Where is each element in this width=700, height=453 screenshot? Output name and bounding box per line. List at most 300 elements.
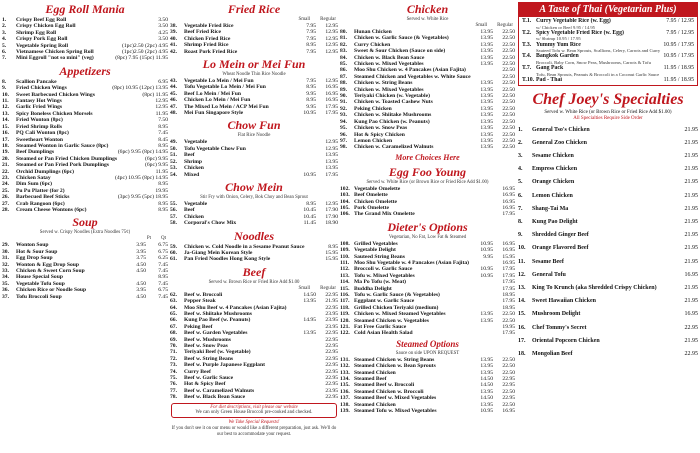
chef-menu-item[interactable] — [518, 242, 698, 255]
item-name: Orange Chicken — [532, 179, 575, 186]
fried-rice-list — [170, 23, 338, 55]
item-price: 8.95 — [158, 200, 168, 207]
item-name: Scallion Pancake — [16, 78, 57, 85]
menu-item[interactable] — [170, 49, 338, 55]
item-name: Beef w. Garden Vegetables — [184, 330, 248, 337]
item-price-large: 22.50 — [502, 118, 515, 125]
item-price-large: 16.95 — [325, 97, 338, 104]
item-number: 10. — [2, 91, 9, 98]
item-number: 81. — [340, 35, 347, 42]
item-name: Steamed Chicken — [354, 369, 396, 376]
soup-size-large: Qt — [161, 236, 166, 242]
item-number: 12. — [2, 104, 9, 111]
menu-item[interactable] — [170, 256, 338, 262]
item-name: Chicken Rice or Noodle Soup — [16, 287, 87, 294]
item-number: 134. — [340, 376, 350, 383]
chef-menu-item[interactable] — [518, 295, 698, 308]
item-price-large: 22.95 — [502, 395, 515, 402]
chef-menu-item[interactable] — [518, 256, 698, 269]
item-name: Beef w. Broccoli — [184, 291, 223, 298]
item-number: 9. — [2, 85, 7, 92]
item-price-small: 4.50 — [136, 293, 146, 300]
item-number: T.2. — [522, 29, 532, 36]
item-price: 4.25 — [158, 29, 168, 36]
chef-menu-item[interactable] — [518, 150, 698, 163]
item-name: Fried Wonton (8pc) — [16, 117, 63, 124]
soup-list — [2, 242, 168, 300]
item-number: 89. — [340, 86, 347, 93]
item-price-small: 7.95 — [306, 35, 316, 42]
menu-item[interactable] — [340, 330, 515, 336]
chicken-size-small: Small — [475, 23, 488, 28]
item-price-small: 13.95 — [480, 118, 493, 125]
item-price-small: 14.50 — [480, 382, 493, 389]
item-price-large: 22.50 — [502, 73, 515, 80]
item-price-large: 22.50 — [502, 29, 515, 35]
item-number: 6. — [518, 192, 523, 199]
item-number: 7. — [518, 205, 523, 212]
item-price-large: 22.50 — [502, 137, 515, 144]
item-number: 63. — [170, 298, 177, 305]
item-name: General Tofu — [532, 271, 566, 278]
chef-menu-item[interactable] — [518, 308, 698, 321]
item-number: 131. — [340, 356, 350, 363]
item-name: Sweet Hawaiian Chicken — [532, 298, 597, 305]
item-price-small: 3.75 — [136, 255, 146, 262]
item-name: General Zoo Chicken — [532, 139, 587, 146]
item-price: 11.95 — [155, 110, 168, 117]
item-name: Vegetable Spring Roll — [16, 42, 69, 49]
item-price-small: 7.95 — [306, 78, 316, 85]
item-name: Vegetable Lo Mein / Mei Fun — [184, 78, 254, 85]
menu-item[interactable] — [2, 55, 168, 61]
item-name: Lemon Chicken — [532, 192, 573, 199]
item-number: 114. — [340, 279, 350, 286]
menu-item[interactable] — [170, 172, 338, 178]
item-number: 16. — [2, 130, 9, 137]
item-number: 55. — [170, 200, 177, 207]
thai-menu-item[interactable] — [522, 53, 694, 60]
menu-item[interactable] — [2, 207, 168, 213]
item-number: 16. — [518, 324, 526, 331]
item-name: Barbecued Beef Sticks — [16, 194, 70, 201]
item-name: Orchid Dumplings (6pc) — [16, 168, 75, 175]
chef-menu-item[interactable] — [518, 190, 698, 203]
item-name: Cold Asian Health Salad — [354, 330, 413, 337]
soup-title: Soup — [72, 215, 98, 230]
item-name: Garlic Fried Wings — [16, 104, 63, 111]
item-price-large: 12.95 — [325, 145, 338, 152]
item-price-small: 13.95 — [480, 41, 493, 48]
chef-sub: All Specialties Require Side Order — [573, 115, 643, 121]
item-price-small: 10.95 — [480, 272, 493, 279]
item-name: Buddha Delight — [354, 285, 392, 292]
item-price-large: 16.95 — [502, 198, 515, 205]
item-name: Steamed Chicken and Vegetables w. White Sauce — [354, 73, 471, 80]
item-price-large: 16.95 — [502, 259, 515, 266]
item-price-small: 13.95 — [480, 388, 493, 395]
egg-foo-young-title: Egg Foo Young — [388, 164, 467, 179]
chef-list — [518, 124, 698, 362]
item-number: 11. — [518, 258, 526, 265]
item-price-large: 22.50 — [502, 41, 515, 48]
item-name: Fantasy Hot Wings — [16, 98, 62, 105]
item-price: 21.95 — [684, 166, 698, 173]
item-price-small: 13.95 — [480, 105, 493, 112]
item-price-large: 13.95 — [325, 152, 338, 159]
item-name: Chicken w. Snow Peas — [354, 125, 408, 132]
item-price-large: 17.95 — [325, 103, 338, 110]
item-name: Sweet & Sour Chicken (Sauce on side) — [354, 48, 446, 55]
item-price-small: 11.45 — [303, 220, 316, 227]
fried-rice-size-small: Small — [298, 17, 311, 22]
item-name: Crab Rangoon (6pc) — [16, 200, 65, 207]
item-price-small: 8.95 — [306, 42, 316, 49]
chef-menu-item[interactable] — [518, 335, 698, 348]
chef-menu-item[interactable] — [518, 216, 698, 229]
appetizer-list — [2, 79, 168, 214]
item-number: 92. — [340, 105, 347, 112]
chef-menu-item[interactable] — [518, 322, 698, 335]
item-price-small: 14.50 — [480, 395, 493, 402]
item-price-small — [475, 211, 493, 217]
item-price-large: 21.95 — [325, 298, 338, 305]
item-price-small: 13.95 — [480, 144, 493, 151]
item-name: Shredded Ginger Beef — [532, 232, 589, 239]
item-price: (8pc) 7.95 (15pc) 11.95 — [115, 55, 168, 62]
item-number: 30. — [2, 248, 9, 255]
item-name: Steamed Tofu w. Mixed Vegetables — [354, 408, 437, 415]
item-name: Steamed Beef — [354, 376, 387, 383]
item-name: King To Krunch (aka Shredded Crispy Chicken) — [532, 285, 657, 292]
item-price: 12.95 — [155, 104, 168, 111]
item-number: 13. — [518, 285, 526, 292]
item-number: 138. — [340, 401, 350, 408]
lo-mein-list — [170, 78, 338, 116]
item-name: Ja-Giang Mein Korean Style — [184, 249, 253, 256]
item-number: 91. — [340, 99, 347, 106]
item-number: 116. — [340, 292, 350, 298]
chef-menu-item[interactable] — [518, 269, 698, 282]
item-name: The Mixed Lo Mein / ACP Mei Fun — [184, 103, 269, 110]
item-number: 33. — [2, 268, 9, 274]
item-price-small: 13.95 — [480, 80, 493, 87]
item-price-small: 13.95 — [480, 317, 493, 324]
item-price: 21.95 — [684, 179, 698, 186]
item-name: Chef Tommy's Secret — [532, 324, 587, 331]
item-name: Mixed — [184, 171, 200, 178]
thai-menu-item[interactable] — [522, 18, 694, 25]
item-name: Chicken w. Garlic Sauce (& Vegetables) — [354, 35, 449, 42]
item-number: T.1. — [522, 18, 532, 24]
thai-menu-item[interactable] — [522, 30, 694, 37]
item-price-large: 22.50 — [502, 363, 515, 370]
menu-item[interactable] — [340, 211, 515, 217]
item-number: 48. — [170, 110, 177, 117]
item-price-large: 22.50 — [502, 86, 515, 93]
item-price: 8.45 — [158, 136, 168, 143]
item-number: 58. — [170, 220, 177, 227]
noodles-list — [170, 244, 338, 263]
menu-item[interactable] — [2, 294, 168, 300]
item-number: 12. — [518, 271, 526, 278]
item-name: Spicy Boneless Chicken Morsels — [16, 110, 93, 117]
item-price: (1pc)2.50 (2pc) 4.95 — [122, 49, 168, 56]
item-price: 8.95 — [328, 243, 338, 250]
item-number: 108. — [340, 240, 350, 247]
item-name: Fried Shrimp Rolls — [16, 123, 62, 130]
beef-footer-1[interactable]: For diet descriptions, visit please our website — [210, 404, 298, 410]
item-price-large: 22.50 — [502, 80, 515, 87]
item-price-small: 10.95 — [303, 171, 316, 178]
item-number: 44. — [170, 84, 177, 91]
menu-item[interactable] — [170, 394, 338, 400]
item-price-large: 7.45 — [158, 280, 168, 287]
item-name: House Special Soup — [16, 274, 63, 281]
item-price: 21.95 — [684, 152, 698, 159]
item-price-large: 12.95 — [325, 78, 338, 85]
item-price-large: 12.95 — [325, 23, 338, 29]
item-number: 80. — [340, 29, 347, 35]
menu-item[interactable] — [170, 110, 338, 116]
chow-mein-note: Stir Fry with Onion, Celery, Bok Choy and Bean Sprout — [200, 194, 308, 200]
item-name: Pu Pu Platter (for 2) — [16, 187, 65, 194]
item-number: 137. — [340, 395, 350, 402]
item-number: 22. — [2, 168, 9, 175]
dieters-title: Dieter's Options — [387, 219, 468, 234]
item-name: PQ Cali Wonton (8pc) — [16, 130, 69, 137]
item-name: Crispy Beef Egg Roll — [16, 17, 67, 23]
item-price-large: 13.95 — [325, 165, 338, 172]
item-name: Kung Pao Beef (w. Peanuts) — [184, 317, 251, 324]
thai-menu-item[interactable] — [522, 77, 694, 84]
item-price-large: 22.50 — [502, 112, 515, 119]
item-price: (3pc) 9.95 (5pc) 18.95 — [117, 194, 168, 201]
item-number: 93. — [340, 112, 347, 119]
item-name: Vietnamese Chicken Spring Roll — [16, 49, 94, 56]
beef-size-large: Regular — [320, 285, 336, 291]
item-price: 8.95 — [158, 142, 168, 149]
item-number: 24. — [2, 181, 9, 188]
chef-menu-item[interactable] — [518, 229, 698, 242]
menu-item[interactable] — [340, 408, 515, 414]
item-name: Hot & Spicy Chicken — [354, 131, 405, 138]
item-price: 8.95 — [158, 123, 168, 130]
menu-item[interactable] — [170, 220, 338, 226]
chef-menu-item[interactable] — [518, 176, 698, 189]
item-price-small: 13.95 — [480, 54, 493, 61]
item-price-large: 22.95 — [325, 349, 338, 356]
item-number: 86. — [340, 67, 347, 74]
lo-mein-title: Lo Mein or Mei Fun — [202, 57, 306, 72]
item-price-large: 23.95 — [325, 387, 338, 394]
noodles-title: Noodles — [234, 228, 274, 243]
item-price: 6.95 — [158, 78, 168, 85]
item-name: Beef — [184, 207, 195, 214]
chow-mein-list — [170, 201, 338, 227]
item-name: Chicken — [184, 213, 204, 220]
item-name: Sweetheart Wonton — [16, 136, 63, 143]
item-number: 47. — [170, 103, 177, 110]
item-number: 68. — [170, 330, 177, 337]
item-name: Mongolian Beef — [532, 351, 573, 358]
item-name: Egg Drop Soup — [16, 255, 53, 262]
item-number: 76. — [170, 381, 177, 388]
thai-item-desc: Sauteed Tofu w. Bean Sprouts, Scallions, Celery, Carrots and Curry — [536, 48, 661, 54]
item-price: 7.50 — [158, 117, 168, 124]
item-price-small: 10.45 — [303, 213, 316, 220]
item-price: (4pc) 10.95 (8pc) 14.95 — [115, 174, 168, 181]
item-number: 78. — [170, 394, 177, 401]
item-number: 2. — [518, 139, 523, 146]
item-name: Hot & Sour Soup — [16, 248, 58, 255]
beef-footer-box — [171, 403, 337, 419]
item-price: 3.50 — [158, 36, 168, 43]
item-price-large: 7.45 — [158, 293, 168, 300]
item-price-large: 17.95 — [502, 285, 515, 292]
item-number: 97. — [340, 137, 347, 144]
chow-mein-title: Chow Mein — [225, 179, 283, 194]
item-number: 43. — [170, 78, 177, 85]
egg-roll-title: Egg Roll Mania — [45, 2, 125, 16]
item-name: Moo Shu Vegetable w. 4 Pancakes (Asian Fajita) — [354, 259, 469, 266]
item-name: Cream Cheese Wontons (6pc) — [16, 206, 87, 213]
soup-size-small: Pt — [146, 236, 151, 242]
item-price: 8.95 — [158, 181, 168, 188]
item-number: 7. — [2, 55, 7, 62]
item-number: 36. — [2, 287, 9, 294]
item-name: Fried Chicken Wings — [16, 85, 67, 92]
item-price-large: 22.95 — [502, 376, 515, 383]
item-number: 37. — [2, 293, 9, 300]
item-number: 15. — [518, 311, 526, 318]
item-price-large: 22.50 — [502, 144, 515, 151]
item-number: 122. — [340, 330, 350, 337]
item-number: 46. — [170, 97, 177, 104]
item-number: 8. — [518, 219, 523, 225]
item-name: Chicken Fried Rice — [184, 35, 231, 42]
menu-item[interactable] — [340, 144, 515, 150]
item-name: Moo Shu Chicken w. 4 Pancakes (Asian Fajita) — [354, 67, 466, 74]
item-number: 64. — [170, 304, 177, 311]
item-price-large: 22.95 — [325, 330, 338, 337]
steamed-list — [340, 357, 515, 415]
item-number: 103. — [340, 192, 350, 199]
item-price-large: 12.95 — [325, 29, 338, 36]
item-number: 139. — [340, 408, 350, 415]
item-price: (1pc)2.50 (2pc) 4.95 — [122, 42, 168, 49]
item-price: 11.95 / 18.95 — [663, 76, 694, 83]
item-number: 2. — [2, 23, 7, 30]
item-name: Beef w. Purple Japanese Eggplant — [184, 362, 265, 369]
item-number: 85. — [340, 61, 347, 68]
item-name: Beef w. Snow Peas — [184, 343, 228, 349]
thai-menu-item[interactable] — [522, 42, 694, 49]
thai-menu-item[interactable] — [522, 65, 694, 72]
item-number: 50. — [170, 145, 177, 152]
item-price: 19.95 — [155, 187, 168, 194]
item-name: Pad - Thai — [536, 76, 562, 83]
item-number: 19. — [2, 149, 9, 156]
item-price: (8pc) 10.95 (12pc) 13.95 — [112, 85, 168, 92]
item-price-large: 17.95 — [502, 298, 515, 305]
item-price: 21.95 — [684, 205, 698, 212]
item-price-large: 17.95 — [502, 266, 515, 273]
item-name: Chicken — [184, 165, 204, 172]
item-price-small: 3.95 — [136, 242, 146, 249]
item-number: 102. — [340, 185, 350, 192]
special-requests-title: We Take Special Requests! — [228, 420, 280, 426]
item-name: Grilled Vegetables — [354, 240, 398, 247]
chef-menu-item[interactable] — [518, 348, 698, 361]
item-price-large: 16.95 — [502, 408, 515, 415]
item-number: 71. — [170, 349, 177, 356]
item-price-large: 19.95 — [502, 324, 515, 331]
item-name: Eggplant w. Garlic Sauce — [354, 298, 415, 305]
item-number: 52. — [170, 158, 177, 165]
egg-foo-young-list — [340, 186, 515, 218]
item-price-small: 8.95 — [306, 84, 316, 91]
steamed-title: Steamed Options — [396, 338, 459, 349]
item-price-small: 7.95 — [306, 29, 316, 36]
item-price-large: 12.95 — [325, 35, 338, 42]
item-number: 1. — [518, 126, 523, 133]
item-name: Peking Chicken — [354, 105, 392, 112]
item-number: 29. — [2, 242, 9, 249]
item-price-large: 22.50 — [502, 125, 515, 132]
menu-column-4 — [518, 0, 698, 453]
item-name: Beef Fried Rice — [184, 29, 221, 36]
beef-title: Beef — [242, 264, 266, 279]
item-number: 17. — [2, 136, 9, 143]
item-number: 23. — [2, 174, 9, 181]
item-price-large: 7.45 — [158, 268, 168, 274]
item-price-small: 14.95 — [303, 317, 316, 324]
item-price: 11.95 / 18.95 — [663, 65, 694, 72]
item-number: 121. — [340, 324, 350, 331]
item-number: 94. — [340, 118, 347, 125]
chef-menu-item[interactable] — [518, 203, 698, 216]
chef-menu-item[interactable] — [518, 282, 698, 295]
appetizers-title: Appetizers — [59, 63, 111, 78]
item-number: 73. — [170, 362, 177, 369]
more-choices-label: More Choices Here — [395, 152, 460, 162]
item-name: Chicken Satay — [16, 174, 51, 181]
chef-menu-item[interactable] — [518, 163, 698, 176]
item-name: Curry Beef — [184, 368, 211, 375]
thai-item-desc: w/ Chicken or Beef 9.95 / 14.95 — [536, 24, 595, 30]
item-price: 7.95 / 12.95 — [666, 18, 694, 24]
item-name: Wonton & Egg Drop Soup — [16, 261, 80, 268]
item-name: Mini Eggroll "not so mini" (veg) — [16, 55, 94, 62]
item-price-large: 16.95 — [325, 90, 338, 97]
chow-fun-title: Chow Fun — [227, 118, 281, 133]
item-price-small: 13.95 — [480, 61, 493, 68]
item-price: 21.95 — [684, 192, 698, 199]
beef-size-small: Small — [298, 285, 311, 291]
chef-menu-item[interactable] — [518, 137, 698, 150]
item-price-small: 13.95 — [480, 93, 493, 100]
item-price-large: 17.90 — [325, 213, 338, 220]
item-price-small: 4.50 — [136, 268, 146, 274]
chef-menu-item[interactable] — [518, 124, 698, 137]
item-price-small: 14.50 — [303, 291, 316, 298]
item-name: Steamed Beef w. Broccoli — [354, 382, 415, 389]
item-price: 21.95 — [684, 285, 698, 292]
thai-list — [519, 17, 697, 85]
item-price: (6pc) 9.95 — [145, 162, 168, 169]
item-price: 8.95 — [158, 206, 168, 213]
